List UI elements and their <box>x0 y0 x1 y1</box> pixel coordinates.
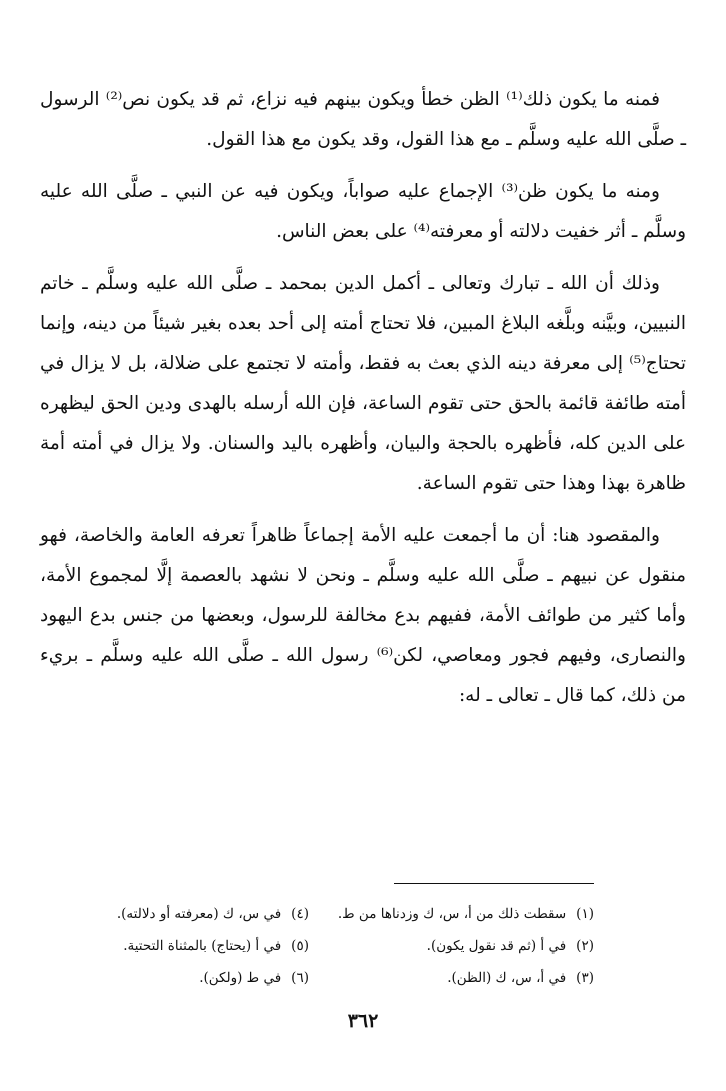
footnote-number: (٥) <box>291 938 309 954</box>
footnote-divider <box>394 883 594 884</box>
footnote-number: (٢) <box>576 938 594 954</box>
footnote-number: (٣) <box>576 970 594 986</box>
page-number: ٣٦٢ <box>347 1010 379 1032</box>
paragraph: ومنه ما يكون ظن⁽³⁾ الإجماع عليه صواباً، ويكون فيه عن النبي ـ صلَّى الله عليه وسلَّم ـ أثر خفيت دلالته أو معرفته⁽⁴⁾ على بعض الناس. <box>40 181 686 242</box>
footnote-number: (٤) <box>291 906 309 922</box>
footnote-text: في أ، س، ك (الظن). <box>447 970 567 986</box>
footnote <box>327 898 594 930</box>
footnote-number: (١) <box>576 906 594 922</box>
paragraph: وذلك أن الله ـ تبارك وتعالى ـ أكمل الدين بمحمد ـ صلَّى الله عليه وسلَّم ـ خاتم النبيين، وبيَّنه وبلَّغه البلاغ المبين، فلا تحتاج أمته إلى أحد بعده بغير شيئاً من دينه، وإنما تحتاج⁽⁵⁾ إلى معرفة دينه الذي بعث به فقط، وأمته لا تجتمع على ضلالة، بل لا يزال في أمته طائفة قائمة بالحق حتى تقوم الساعة، فإن الله أرسله بالهدى ودين الحق ليظهره على الدين كله، فأظهره بالحجة والبيان، وأظهره باليد والسنان. ولا يزال في أمته أمة ظاهرة بهذا وهذا حتى تقوم الساعة. <box>40 273 686 494</box>
footnote <box>42 930 309 962</box>
footnote-text: في أ (ثم قد نقول يكون). <box>426 938 567 954</box>
footnote <box>327 962 594 994</box>
footnotes <box>42 898 594 994</box>
footnote <box>42 898 309 930</box>
paragraph: والمقصود هنا: أن ما أجمعت عليه الأمة إجماعاً ظاهراً تعرفه العامة والخاصة، فهو منقول عن نبيهم ـ صلَّى الله عليه وسلَّم ـ ونحن لا نشهد بالعصمة إلَّا لمجموع الأمة، وأما كثير من طوائف الأمة، ففيهم بدع مخالفة للرسول، وبعضها من جنس بدع اليهود والنصارى، وفيهم فجور ومعاصي، لكن⁽⁶⁾ رسول الله ـ صلَّى الله عليه وسلَّم ـ بريء من ذلك، كما قال ـ تعالى ـ له: <box>40 525 686 706</box>
main-text <box>40 80 686 728</box>
footnote-text: في أ (يحتاج) بالمثناة التحتية. <box>123 938 282 954</box>
footnote-text: سقطت ذلك من أ، س، ك وزدناها من ط. <box>337 906 567 922</box>
footnote <box>42 962 309 994</box>
footnote-text: في ط (ولكن). <box>199 970 282 986</box>
footnote-number: (٦) <box>291 970 309 986</box>
footnote-text: في س، ك (معرفته أو دلالته). <box>116 906 282 922</box>
paragraph: فمنه ما يكون ذلك⁽¹⁾ الظن خطأ ويكون بينهم فيه نزاع، ثم قد يكون نص⁽²⁾ الرسول ـ صلَّى الله عليه وسلَّم ـ مع هذا القول، وقد يكون مع هذا القول. <box>40 89 686 150</box>
footnote <box>327 930 594 962</box>
